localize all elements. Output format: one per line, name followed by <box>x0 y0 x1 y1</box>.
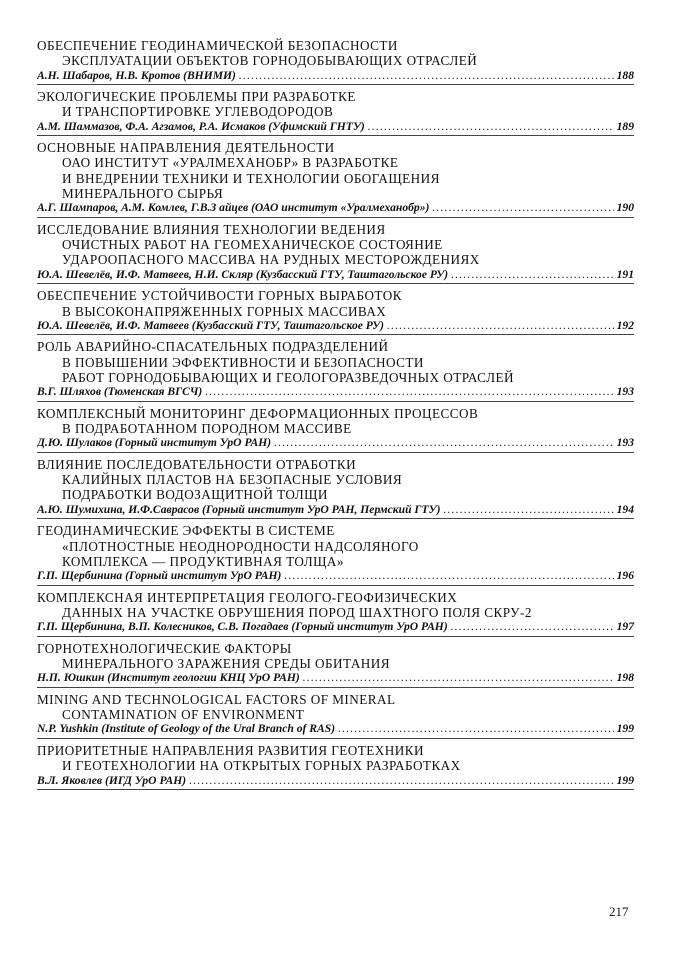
toc-entry <box>37 590 634 637</box>
entry-title-line: ВЛИЯНИЕ ПОСЛЕДОВАТЕЛЬНОСТИ ОТРАБОТКИ <box>37 456 357 472</box>
entry-title-line: РОЛЬ АВАРИЙНО-СПАСАТЕЛЬНЫХ ПОДРАЗДЕЛЕНИЙ <box>37 339 389 355</box>
entry-title-line: MINING AND TECHNOLOGICAL FACTORS OF MINERAL <box>37 691 396 707</box>
entry-title-line: ИССЛЕДОВАНИЕ ВЛИЯНИЯ ТЕХНОЛОГИИ ВЕДЕНИЯ <box>37 221 386 237</box>
entry-title-line: КОМПЛЕКСНЫЙ МОНИТОРИНГ ДЕФОРМАЦИОННЫХ ПРОЦЕССОВ <box>37 405 479 421</box>
entry-title-line: CONTAMINATION OF ENVIRONMENT <box>62 707 305 723</box>
entry-authors-row <box>37 503 634 520</box>
dot-leader <box>338 722 614 737</box>
entry-page-number: 196 <box>616 569 634 583</box>
toc-entry <box>37 457 634 519</box>
entry-page-number: 190 <box>616 201 634 215</box>
entry-authors-row <box>37 774 634 791</box>
entry-authors: Г.П. Щербинина (Горный институт УрО РАН) <box>37 569 282 583</box>
entry-title-line: В ВЫСОКОНАПРЯЖЕННЫХ ГОРНЫХ МАССИВАХ <box>62 303 387 319</box>
entry-page-number: 193 <box>616 436 634 450</box>
entry-authors-row <box>37 722 634 739</box>
entry-title-line: ОАО ИНСТИТУТ «УРАЛМЕХАНОБР» В РАЗРАБОТКЕ <box>62 155 399 171</box>
toc-entry <box>37 140 634 218</box>
table-of-contents <box>37 38 634 794</box>
entry-authors: В.Л. Яковлев (ИГД УрО РАН) <box>37 773 187 787</box>
entry-authors-row <box>37 201 634 218</box>
entry-title-line: ГЕОДИНАМИЧЕСКИЕ ЭФФЕКТЫ В СИСТЕМЕ <box>37 523 335 539</box>
entry-title-line: ОБЕСПЕЧЕНИЕ ГЕОДИНАМИЧЕСКОЙ БЕЗОПАСНОСТИ <box>37 38 398 53</box>
entry-title-line: «ПЛОТНОСТНЫЕ НЕОДНОРОДНОСТИ НАДСОЛЯНОГО <box>62 538 419 554</box>
entry-authors: Н.П. Юшкин (Институт геологии КНЦ УрО РАН) <box>37 671 300 685</box>
entry-title-line: В ПОВЫШЕНИИ ЭФФЕКТИВНОСТИ И БЕЗОПАСНОСТИ <box>62 354 424 370</box>
entry-title-line: КОМПЛЕКСНАЯ ИНТЕРПРЕТАЦИЯ ГЕОЛОГО-ГЕОФИЗИЧЕСКИХ <box>37 589 458 605</box>
entry-title-line: И ГЕОТЕХНОЛОГИИ НА ОТКРЫТЫХ ГОРНЫХ РАЗРАБОТКАХ <box>62 758 461 774</box>
entry-title-line: МИНЕРАЛЬНОГО СЫРЬЯ <box>62 186 224 202</box>
entry-title-line: И ТРАНСПОРТИРОВКЕ УГЛЕВОДОРОДОВ <box>62 104 334 120</box>
dot-leader <box>443 503 613 518</box>
entry-page-number: 188 <box>616 68 634 82</box>
entry-authors-row <box>37 620 634 637</box>
entry-authors: Ю.А. Шевелёв, И.Ф. Матвеев, Н.И. Скляр (Кузбасский ГТУ, Таштагольское РУ) <box>37 267 449 281</box>
dot-leader <box>368 120 614 135</box>
toc-entry <box>37 339 634 401</box>
entry-title-line: КАЛИЙНЫХ ПЛАСТОВ НА БЕЗОПАСНЫЕ УСЛОВИЯ <box>62 472 403 488</box>
entry-authors-row <box>37 120 634 137</box>
page-number: 217 <box>609 904 629 919</box>
entry-authors: Д.Ю. Шулаков (Горный институт УрО РАН) <box>37 436 272 450</box>
entry-page-number: 198 <box>616 671 634 685</box>
dot-leader <box>189 774 613 789</box>
entry-authors-row <box>37 319 634 336</box>
toc-entry <box>37 692 634 739</box>
entry-title-line: ГОРНОТЕХНОЛОГИЧЕСКИЕ ФАКТОРЫ <box>37 640 292 656</box>
dot-leader <box>284 569 613 584</box>
toc-entry <box>37 89 634 136</box>
entry-title-line: И ВНЕДРЕНИИ ТЕХНИКИ И ТЕХНОЛОГИИ ОБОГАЩЕНИЯ <box>62 170 440 186</box>
entry-authors: А.Г. Шампаров, А.М. Комлев, Г.В.З айцев (ОАО институт «Уралмеханобр») <box>37 201 430 215</box>
entry-title-line: ПРИОРИТЕТНЫЕ НАПРАВЛЕНИЯ РАЗВИТИЯ ГЕОТЕХНИКИ <box>37 742 424 758</box>
entry-title-line: УДАРООПАСНОГО МАССИВА НА РУДНЫХ МЕСТОРОЖДЕНИЯХ <box>62 252 480 268</box>
toc-entry <box>37 288 634 335</box>
dot-leader <box>239 69 614 84</box>
entry-authors: N.P. Yushkin (Institute of Geology of the Ural Branch of RAS) <box>37 722 336 736</box>
dot-leader <box>205 385 613 400</box>
entry-title-line: ЭКОЛОГИЧЕСКИЕ ПРОБЛЕМЫ ПРИ РАЗРАБОТКЕ <box>37 89 356 105</box>
dot-leader <box>451 620 614 635</box>
entry-title-line: ОБЕСПЕЧЕНИЕ УСТОЙЧИВОСТИ ГОРНЫХ ВЫРАБОТОК <box>37 288 402 304</box>
entry-page-number: 197 <box>616 620 634 634</box>
entry-title-line: КОМПЛЕКСА — ПРОДУКТИВНАЯ ТОЛЩА» <box>62 553 344 569</box>
dot-leader <box>451 268 614 283</box>
entry-title-line: РАБОТ ГОРНОДОБЫВАЮЩИХ И ГЕОЛОГОРАЗВЕДОЧНЫХ ОТРАСЛЕЙ <box>62 369 514 385</box>
entry-authors-row <box>37 268 634 285</box>
entry-authors: Г.П. Щербинина, В.П. Колесников, С.В. Погадаев (Горный институт УрО РАН) <box>37 620 448 634</box>
entry-page-number: 193 <box>616 385 634 399</box>
entry-authors-row <box>37 69 634 86</box>
dot-leader <box>303 671 614 686</box>
entry-authors-row <box>37 436 634 453</box>
entry-page-number: 194 <box>616 502 634 516</box>
dot-leader <box>387 319 614 334</box>
entry-page-number: 191 <box>616 267 634 281</box>
entry-page-number: 192 <box>616 318 634 332</box>
entry-title-line: ДАННЫХ НА УЧАСТКЕ ОБРУШЕНИЯ ПОРОД ШАХТНОГО ПОЛЯ СКРУ-2 <box>62 604 532 620</box>
entry-title-line: ОЧИСТНЫХ РАБОТ НА ГЕОМЕХАНИЧЕСКОЕ СОСТОЯНИЕ <box>62 237 443 253</box>
toc-entry <box>37 641 634 688</box>
entry-authors-row <box>37 569 634 586</box>
entry-page-number: 199 <box>616 773 634 787</box>
dot-leader <box>274 436 613 451</box>
entry-authors: А.М. Шаммазов, Ф.А. Агзамов, Р.А. Исмаков (Уфимский ГНТУ) <box>37 119 365 133</box>
entry-authors: А.Ю. Шумихина, И.Ф.Саврасов (Горный институт УрО РАН, Пермский ГТУ) <box>37 502 441 516</box>
entry-title-line: МИНЕРАЛЬНОГО ЗАРАЖЕНИЯ СРЕДЫ ОБИТАНИЯ <box>62 656 391 672</box>
dot-leader <box>432 201 613 216</box>
toc-entry <box>37 743 634 790</box>
entry-authors: А.Н. Шабаров, Н.В. Кротов (ВНИМИ) <box>37 68 236 82</box>
entry-title-line: В ПОДРАБОТАННОМ ПОРОДНОМ МАССИВЕ <box>62 421 352 437</box>
entry-authors-row <box>37 385 634 402</box>
toc-entry <box>37 406 634 453</box>
entry-page-number: 189 <box>616 119 634 133</box>
entry-authors: В.Г. Шляхов (Тюменская ВГСЧ) <box>37 385 203 399</box>
entry-authors-row <box>37 671 634 688</box>
toc-entry <box>37 222 634 284</box>
toc-entry <box>37 523 634 585</box>
entry-title-line: ПОДРАБОТКИ ВОДОЗАЩИТНОЙ ТОЛЩИ <box>62 487 328 503</box>
entry-title-line: ЭКСПЛУАТАЦИИ ОБЪЕКТОВ ГОРНОДОБЫВАЮЩИХ ОТРАСЛЕЙ <box>62 53 478 69</box>
entry-page-number: 199 <box>616 722 634 736</box>
entry-title-line: ОСНОВНЫЕ НАПРАВЛЕНИЯ ДЕЯТЕЛЬНОСТИ <box>37 140 335 156</box>
entry-authors: Ю.А. Шевелёв, И.Ф. Матвеев (Кузбасский ГТУ, Таштагольское РУ) <box>37 318 385 332</box>
toc-entry <box>37 38 634 85</box>
